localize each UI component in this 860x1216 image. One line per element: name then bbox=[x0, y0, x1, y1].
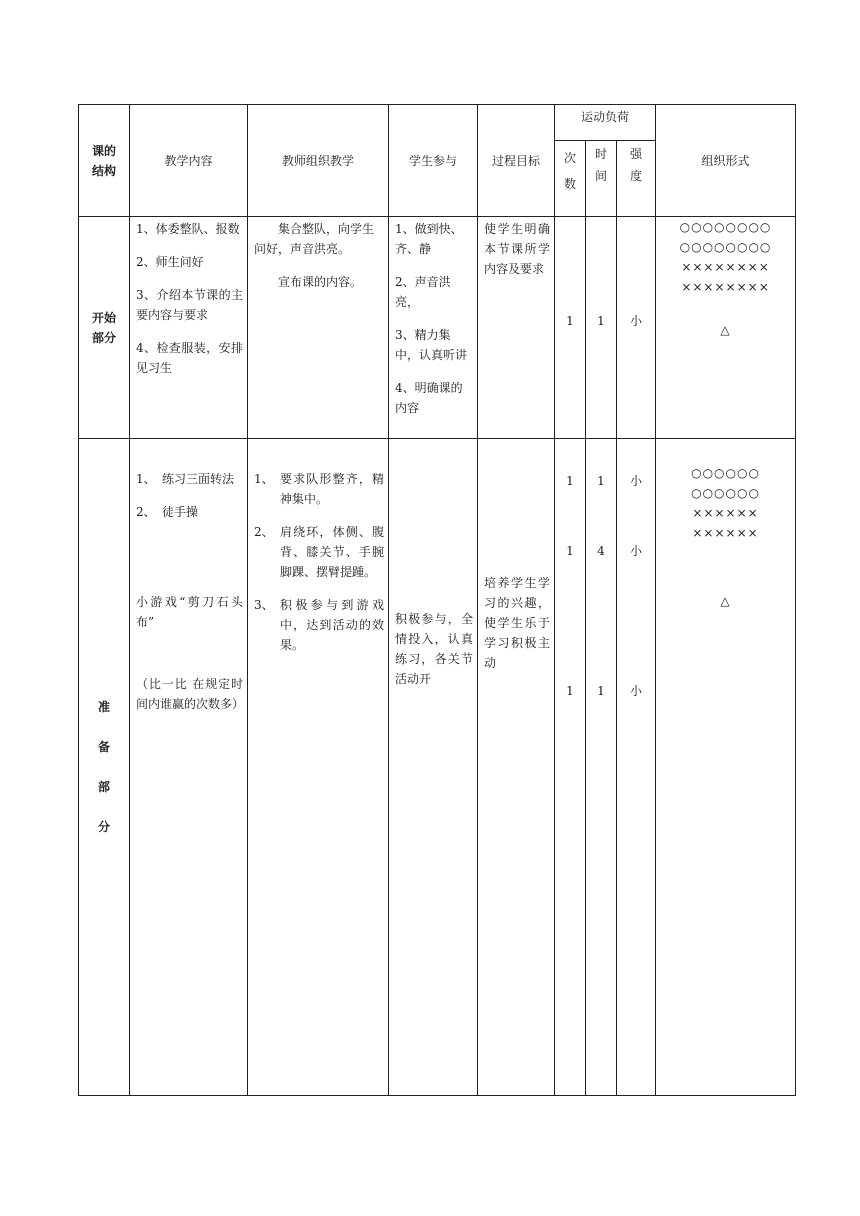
formation-row: ×××××××× bbox=[681, 280, 770, 294]
game-name: 小游戏“剪刀石头布” bbox=[136, 595, 243, 629]
prepare-content bbox=[130, 439, 248, 1096]
formation-row: ○○○○○○ bbox=[691, 466, 760, 480]
student-item: 4、明确课的内容 bbox=[395, 381, 463, 415]
prepare-load-times: 1 1 1 bbox=[555, 439, 586, 1096]
header-content: 教学内容 bbox=[130, 105, 248, 217]
prepare-load-intensity: 小 小 小 bbox=[617, 439, 656, 1096]
section-title-start: 开始 部分 bbox=[79, 217, 130, 439]
game-note: （比一比 在规定时间内谁赢的次数多） bbox=[136, 677, 245, 711]
header-load: 运动负荷 bbox=[555, 105, 656, 141]
teacher-item: 2、 肩绕环，体侧、腹背、膝关节、手腕脚踝、摆臂提踵。 bbox=[254, 525, 384, 579]
section-title-prepare: 准 备 部 分 bbox=[79, 439, 130, 1096]
formation-row: ×××××× bbox=[692, 506, 759, 520]
teacher-item: 3、 积极参与到游戏中，达到活动的效果。 bbox=[254, 598, 384, 652]
prepare-goal: 培养学生学习的兴趣，使学生乐于学习积极主动 bbox=[478, 439, 555, 1096]
content-item: 3、介绍本节课的主要内容与要求 bbox=[136, 288, 243, 322]
header-teacher: 教师组织教学 bbox=[248, 105, 389, 217]
header-goal: 过程目标 bbox=[478, 105, 555, 217]
teacher-item: 集合整队，向学生问好，声音洪亮。 bbox=[254, 222, 375, 256]
header-times: 次 数 bbox=[555, 141, 586, 217]
start-content bbox=[130, 217, 248, 439]
header-duration: 时 间 bbox=[586, 141, 617, 217]
teacher-item: 宣布课的内容。 bbox=[278, 275, 363, 289]
prepare-student: 积极参与，全情投入，认真练习，各关节活动开 bbox=[389, 439, 478, 1096]
content-item: 4、检查服装，安排见习生 bbox=[136, 341, 243, 375]
student-item: 1、做到快、齐、静 bbox=[395, 222, 463, 256]
teacher-item: 1、 要求队形整齐，精神集中。 bbox=[254, 472, 384, 506]
content-item: 1、体委整队、报数 bbox=[136, 222, 240, 236]
formation-row: ○○○○○○○○ bbox=[679, 240, 772, 254]
start-goal: 使学生明确本节课所学内容及要求 bbox=[478, 217, 555, 439]
formation-row: ×××××× bbox=[692, 526, 759, 540]
start-load-intensity: 小 bbox=[617, 217, 656, 439]
lesson-plan-table bbox=[78, 104, 796, 1096]
header-structure: 课的 结构 bbox=[79, 105, 130, 217]
content-item: 1、 练习三面转法 bbox=[136, 472, 235, 486]
student-item: 2、声音洪亮， bbox=[395, 275, 451, 309]
student-item: 3、精力集中，认真听讲 bbox=[395, 328, 468, 362]
content-item: 2、师生问好 bbox=[136, 255, 204, 269]
teacher-position-mark: △ bbox=[720, 594, 731, 608]
start-formation bbox=[656, 217, 796, 439]
start-load-times: 1 bbox=[555, 217, 586, 439]
start-teacher bbox=[248, 217, 389, 439]
start-load-duration: 1 bbox=[586, 217, 617, 439]
formation-row: ×××××××× bbox=[681, 260, 770, 274]
content-item: 2、 徒手操 bbox=[136, 505, 199, 519]
prepare-formation bbox=[656, 439, 796, 1096]
teacher-position-mark: △ bbox=[720, 323, 731, 337]
header-form: 组织形式 bbox=[656, 105, 796, 217]
formation-row: ○○○○○○ bbox=[691, 486, 760, 500]
formation-row: ○○○○○○○○ bbox=[679, 220, 772, 234]
start-student bbox=[389, 217, 478, 439]
prepare-load-duration: 1 4 1 bbox=[586, 439, 617, 1096]
header-student: 学生参与 bbox=[389, 105, 478, 217]
prepare-teacher bbox=[248, 439, 389, 1096]
header-intensity: 强 度 bbox=[617, 141, 656, 217]
